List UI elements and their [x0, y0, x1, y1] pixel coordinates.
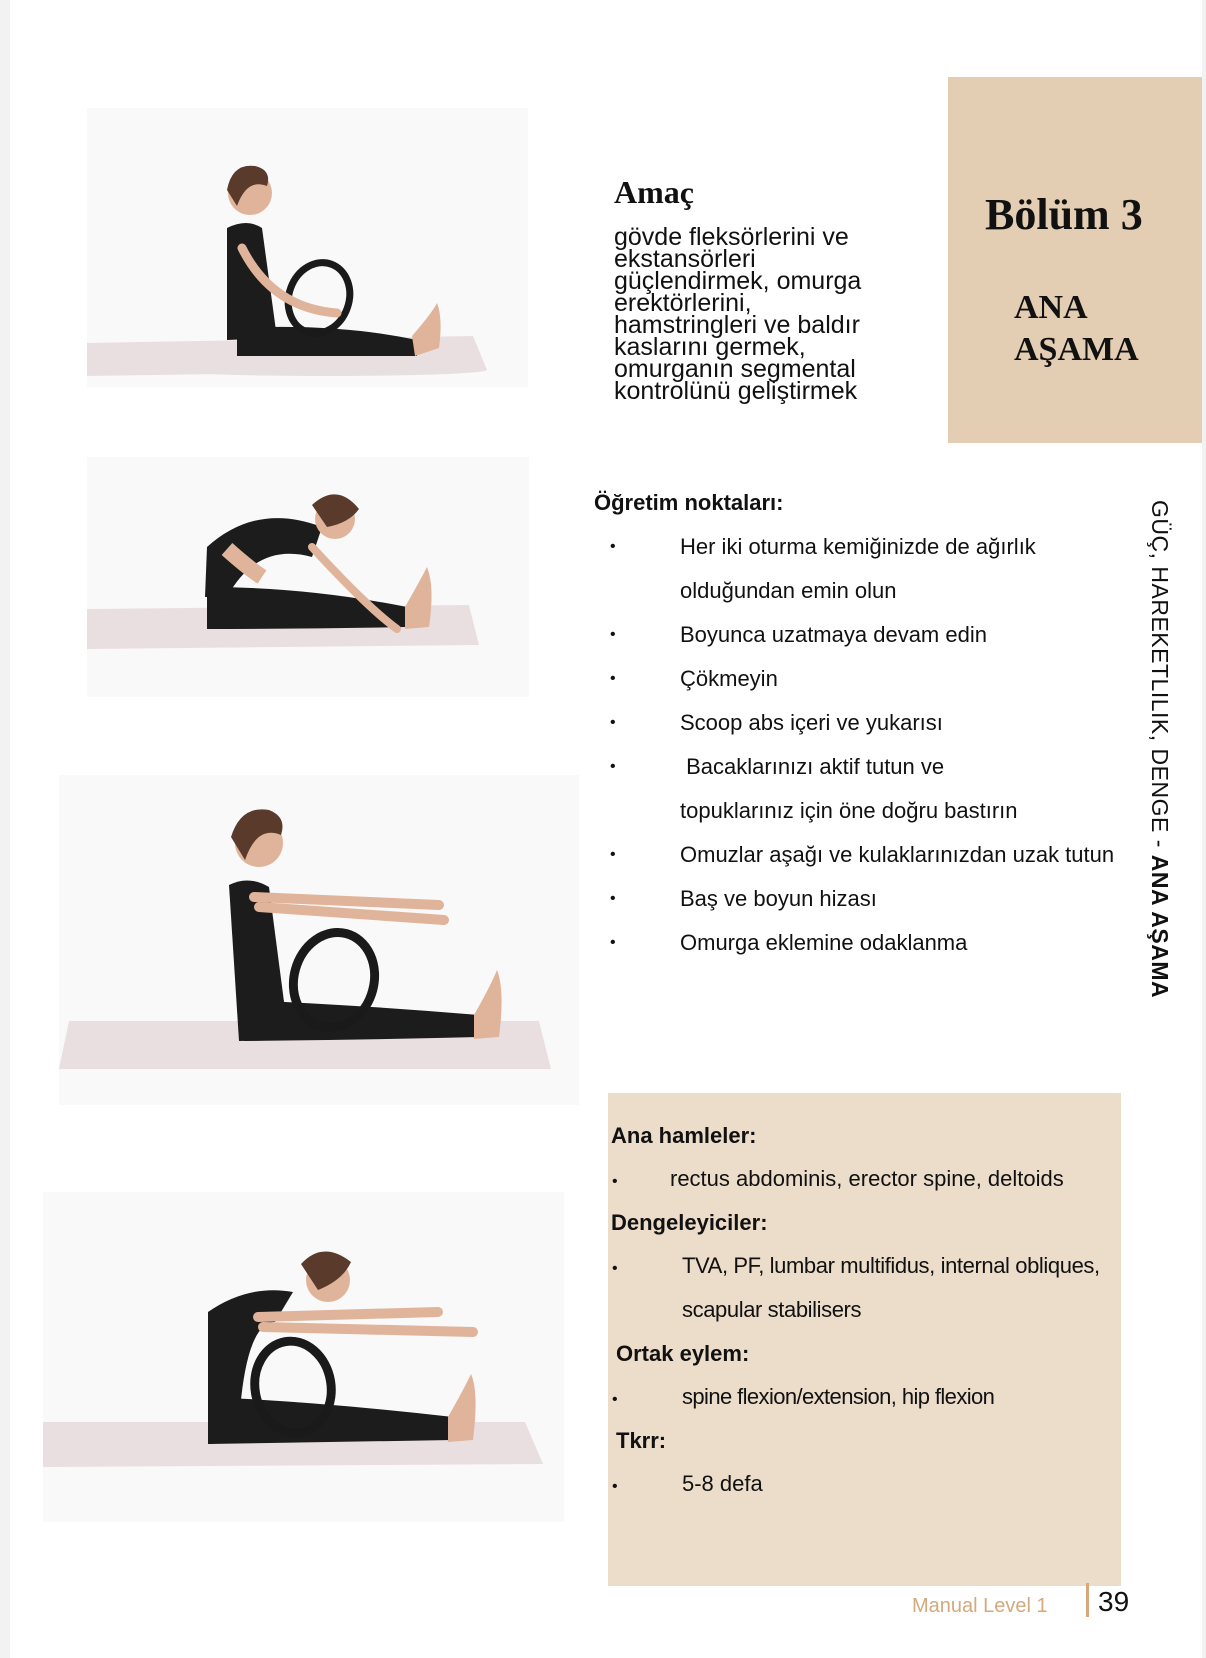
side-section-label-text: [1146, 500, 1173, 998]
bullet: •: [610, 714, 616, 731]
reps-value: 5-8 defa: [682, 1471, 763, 1496]
bullet: •: [610, 758, 616, 775]
footer-manual-label: Manual Level 1: [912, 1595, 1048, 1617]
chapter-subtitle: ANA AŞAMA: [1014, 289, 1139, 368]
bullet: •: [610, 670, 616, 687]
teaching-point-text: Çökmeyin: [680, 666, 778, 691]
purpose-line: ekstansörleri: [614, 245, 756, 273]
teaching-point-text: Scoop abs içeri ve yukarısı: [680, 710, 943, 735]
teaching-point: [604, 613, 1164, 657]
bullet: •: [610, 538, 616, 555]
side-label-bold: ANA AŞAMA: [1147, 854, 1173, 999]
chapter-box: [948, 77, 1202, 443]
stabilizers-value-line2: scapular stabilisers: [682, 1297, 862, 1322]
stabilizers-value-line1: TVA, PF, lumbar multifidus, internal obliques,: [682, 1253, 1100, 1278]
exercise-photo-seated-upright: [87, 108, 528, 387]
teaching-points-heading: Öğretim noktaları:: [594, 490, 784, 515]
bullet: •: [612, 1478, 618, 1495]
teaching-point-text: Bacaklarınızı aktif tutun ve: [680, 754, 945, 779]
exercise-photo-forward-fold: [87, 457, 529, 697]
teaching-point: [604, 569, 1164, 613]
bullet: •: [612, 1260, 618, 1277]
exercise-photo-arms-forward: [59, 775, 579, 1105]
joint-action-value: spine flexion/extension, hip flexion: [682, 1384, 995, 1409]
teaching-points-list: [604, 525, 1164, 965]
main-movers-heading: Ana hamleler:: [611, 1123, 757, 1148]
reps-heading: Tkrr:: [616, 1428, 667, 1453]
teaching-point-text: Her iki oturma kemiğinizde de ağırlık: [680, 534, 1036, 559]
teaching-point: [604, 657, 1164, 701]
chapter-title: Bölüm 3: [985, 190, 1143, 239]
teaching-point: [604, 833, 1164, 877]
bullet: •: [612, 1391, 618, 1408]
teaching-point-text: Boyunca uzatmaya devam edin: [680, 622, 987, 647]
bullet: •: [610, 934, 616, 951]
purpose-line: kaslarını germek,: [614, 333, 806, 361]
purpose-line: hamstringleri ve baldır: [614, 311, 860, 339]
bullet: •: [610, 890, 616, 907]
joint-action-heading: Ortak eylem:: [616, 1341, 750, 1366]
bullet: •: [612, 1173, 618, 1190]
purpose-line: güçlendirmek, omurga: [614, 267, 862, 295]
muscles-box: [608, 1093, 1121, 1586]
purpose-heading: Amaç: [614, 174, 694, 210]
manual-page: [10, 0, 1202, 1658]
bullet: •: [610, 626, 616, 643]
purpose-line: gövde fleksörlerini ve: [614, 223, 849, 251]
teaching-point: [604, 877, 1164, 921]
exercise-photo-lean-forward: [43, 1192, 564, 1522]
teaching-point-text: topuklarınız için öne doğru bastırın: [680, 798, 1018, 823]
purpose-line: erektörlerini,: [614, 289, 752, 317]
teaching-point: [604, 525, 1164, 569]
side-label-regular: GÜÇ, HAREKETLILIK, DENGE -: [1147, 500, 1173, 855]
bullet: •: [610, 846, 616, 863]
teaching-point-text: Omurga eklemine odaklanma: [680, 930, 968, 955]
teaching-point-text: olduğundan emin olun: [680, 578, 897, 603]
main-movers-value: rectus abdominis, erector spine, deltoids: [670, 1166, 1064, 1191]
teaching-point-text: Baş ve boyun hizası: [680, 886, 877, 911]
footer-divider: [1086, 1583, 1089, 1617]
teaching-point: [604, 745, 1164, 789]
teaching-point: [604, 789, 1164, 833]
stabilizers-heading: Dengeleyiciler:: [611, 1210, 768, 1235]
purpose-line: kontrolünü geliştirmek: [614, 377, 858, 405]
purpose-text: [614, 223, 914, 405]
purpose-line: omurganın segmental: [614, 355, 856, 383]
page-number: 39: [1098, 1586, 1130, 1617]
teaching-point: [604, 921, 1164, 965]
teaching-point-text: Omuzlar aşağı ve kulaklarınızdan uzak tutun: [680, 842, 1115, 867]
teaching-point: [604, 701, 1164, 745]
